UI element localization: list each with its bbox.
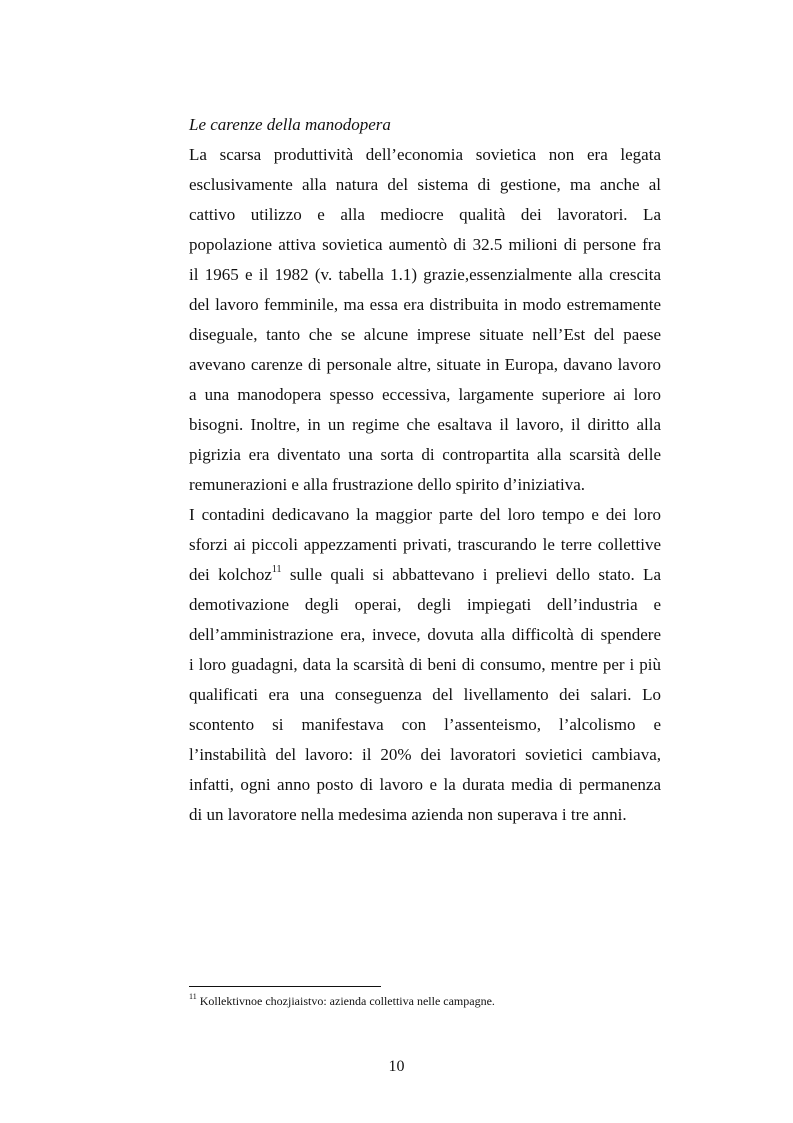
paragraph-line: l’instabilità del lavoro: il 20% dei lavoratori sovietici cambiava, <box>189 745 661 764</box>
footnote-number: 11 <box>189 992 197 1001</box>
paragraph-line: scontento si manifestava con l’assenteismo, l’alcolismo e <box>189 715 661 734</box>
paragraph-line: cattivo utilizzo e alla mediocre qualità dei lavoratori. La <box>189 205 661 224</box>
paragraph-line: remunerazioni e alla frustrazione dello spirito d’iniziativa. <box>189 475 586 494</box>
paragraph-line: pigrizia era diventato una sorta di contropartita alla scarsità delle <box>189 445 661 464</box>
paragraph-line: avevano carenze di personale altre, situate in Europa, davano lavoro <box>189 355 661 374</box>
line-text: dei kolchoz <box>189 565 272 584</box>
paragraph-line: dell’amministrazione era, invece, dovuta alla difficoltà di spendere <box>189 625 661 644</box>
paragraph-line: diseguale, tanto che se alcune imprese situate nell’Est del paese <box>189 325 661 344</box>
paragraph-line: del lavoro femminile, ma essa era distribuita in modo estremamente <box>189 295 661 314</box>
paragraph-line: bisogni. Inoltre, in un regime che esaltava il lavoro, il diritto alla <box>189 415 661 434</box>
paragraph-line: infatti, ogni anno posto di lavoro e la durata media di permanenza <box>189 775 661 794</box>
paragraph-line: La scarsa produttività dell’economia sovietica non era legata <box>189 145 661 164</box>
page-number: 10 <box>388 1058 405 1075</box>
paragraph-line: di un lavoratore nella medesima azienda non superava i tre anni. <box>189 805 627 824</box>
paragraph-line: I contadini dedicavano la maggior parte del loro tempo e dei loro <box>189 505 661 524</box>
paragraph-line: esclusivamente alla natura del sistema di gestione, ma anche al <box>189 175 661 194</box>
line-text: sulle quali si abbattevano i prelievi dello stato. La <box>281 565 661 584</box>
paragraph-line: il 1965 e il 1982 (v. tabella 1.1) grazie,essenzialmente alla crescita <box>189 265 661 284</box>
paragraph-line: qualificati era una conseguenza del livellamento dei salari. Lo <box>189 685 661 704</box>
paragraph-line-with-footnote-ref <box>189 563 661 587</box>
paragraph-line: i loro guadagni, data la scarsità di beni di consumo, mentre per i più <box>189 655 661 674</box>
footnote <box>189 992 495 1010</box>
paragraph-line: a una manodopera spesso eccessiva, largamente superiore ai loro <box>189 385 661 404</box>
paragraph-line: demotivazione degli operai, degli impiegati dell’industria e <box>189 595 661 614</box>
paragraph-line: popolazione attiva sovietica aumentò di 32.5 milioni di persone fra <box>189 235 661 254</box>
paragraph-line: sforzi ai piccoli appezzamenti privati, trascurando le terre collettive <box>189 535 661 554</box>
section-heading: Le carenze della manodopera <box>189 115 391 134</box>
footnote-reference: 11 <box>271 564 282 576</box>
footnote-text: Kollektivnoe chozjiaistvo: azienda collettiva nelle campagne. <box>196 994 495 1008</box>
footnote-separator <box>189 986 381 987</box>
